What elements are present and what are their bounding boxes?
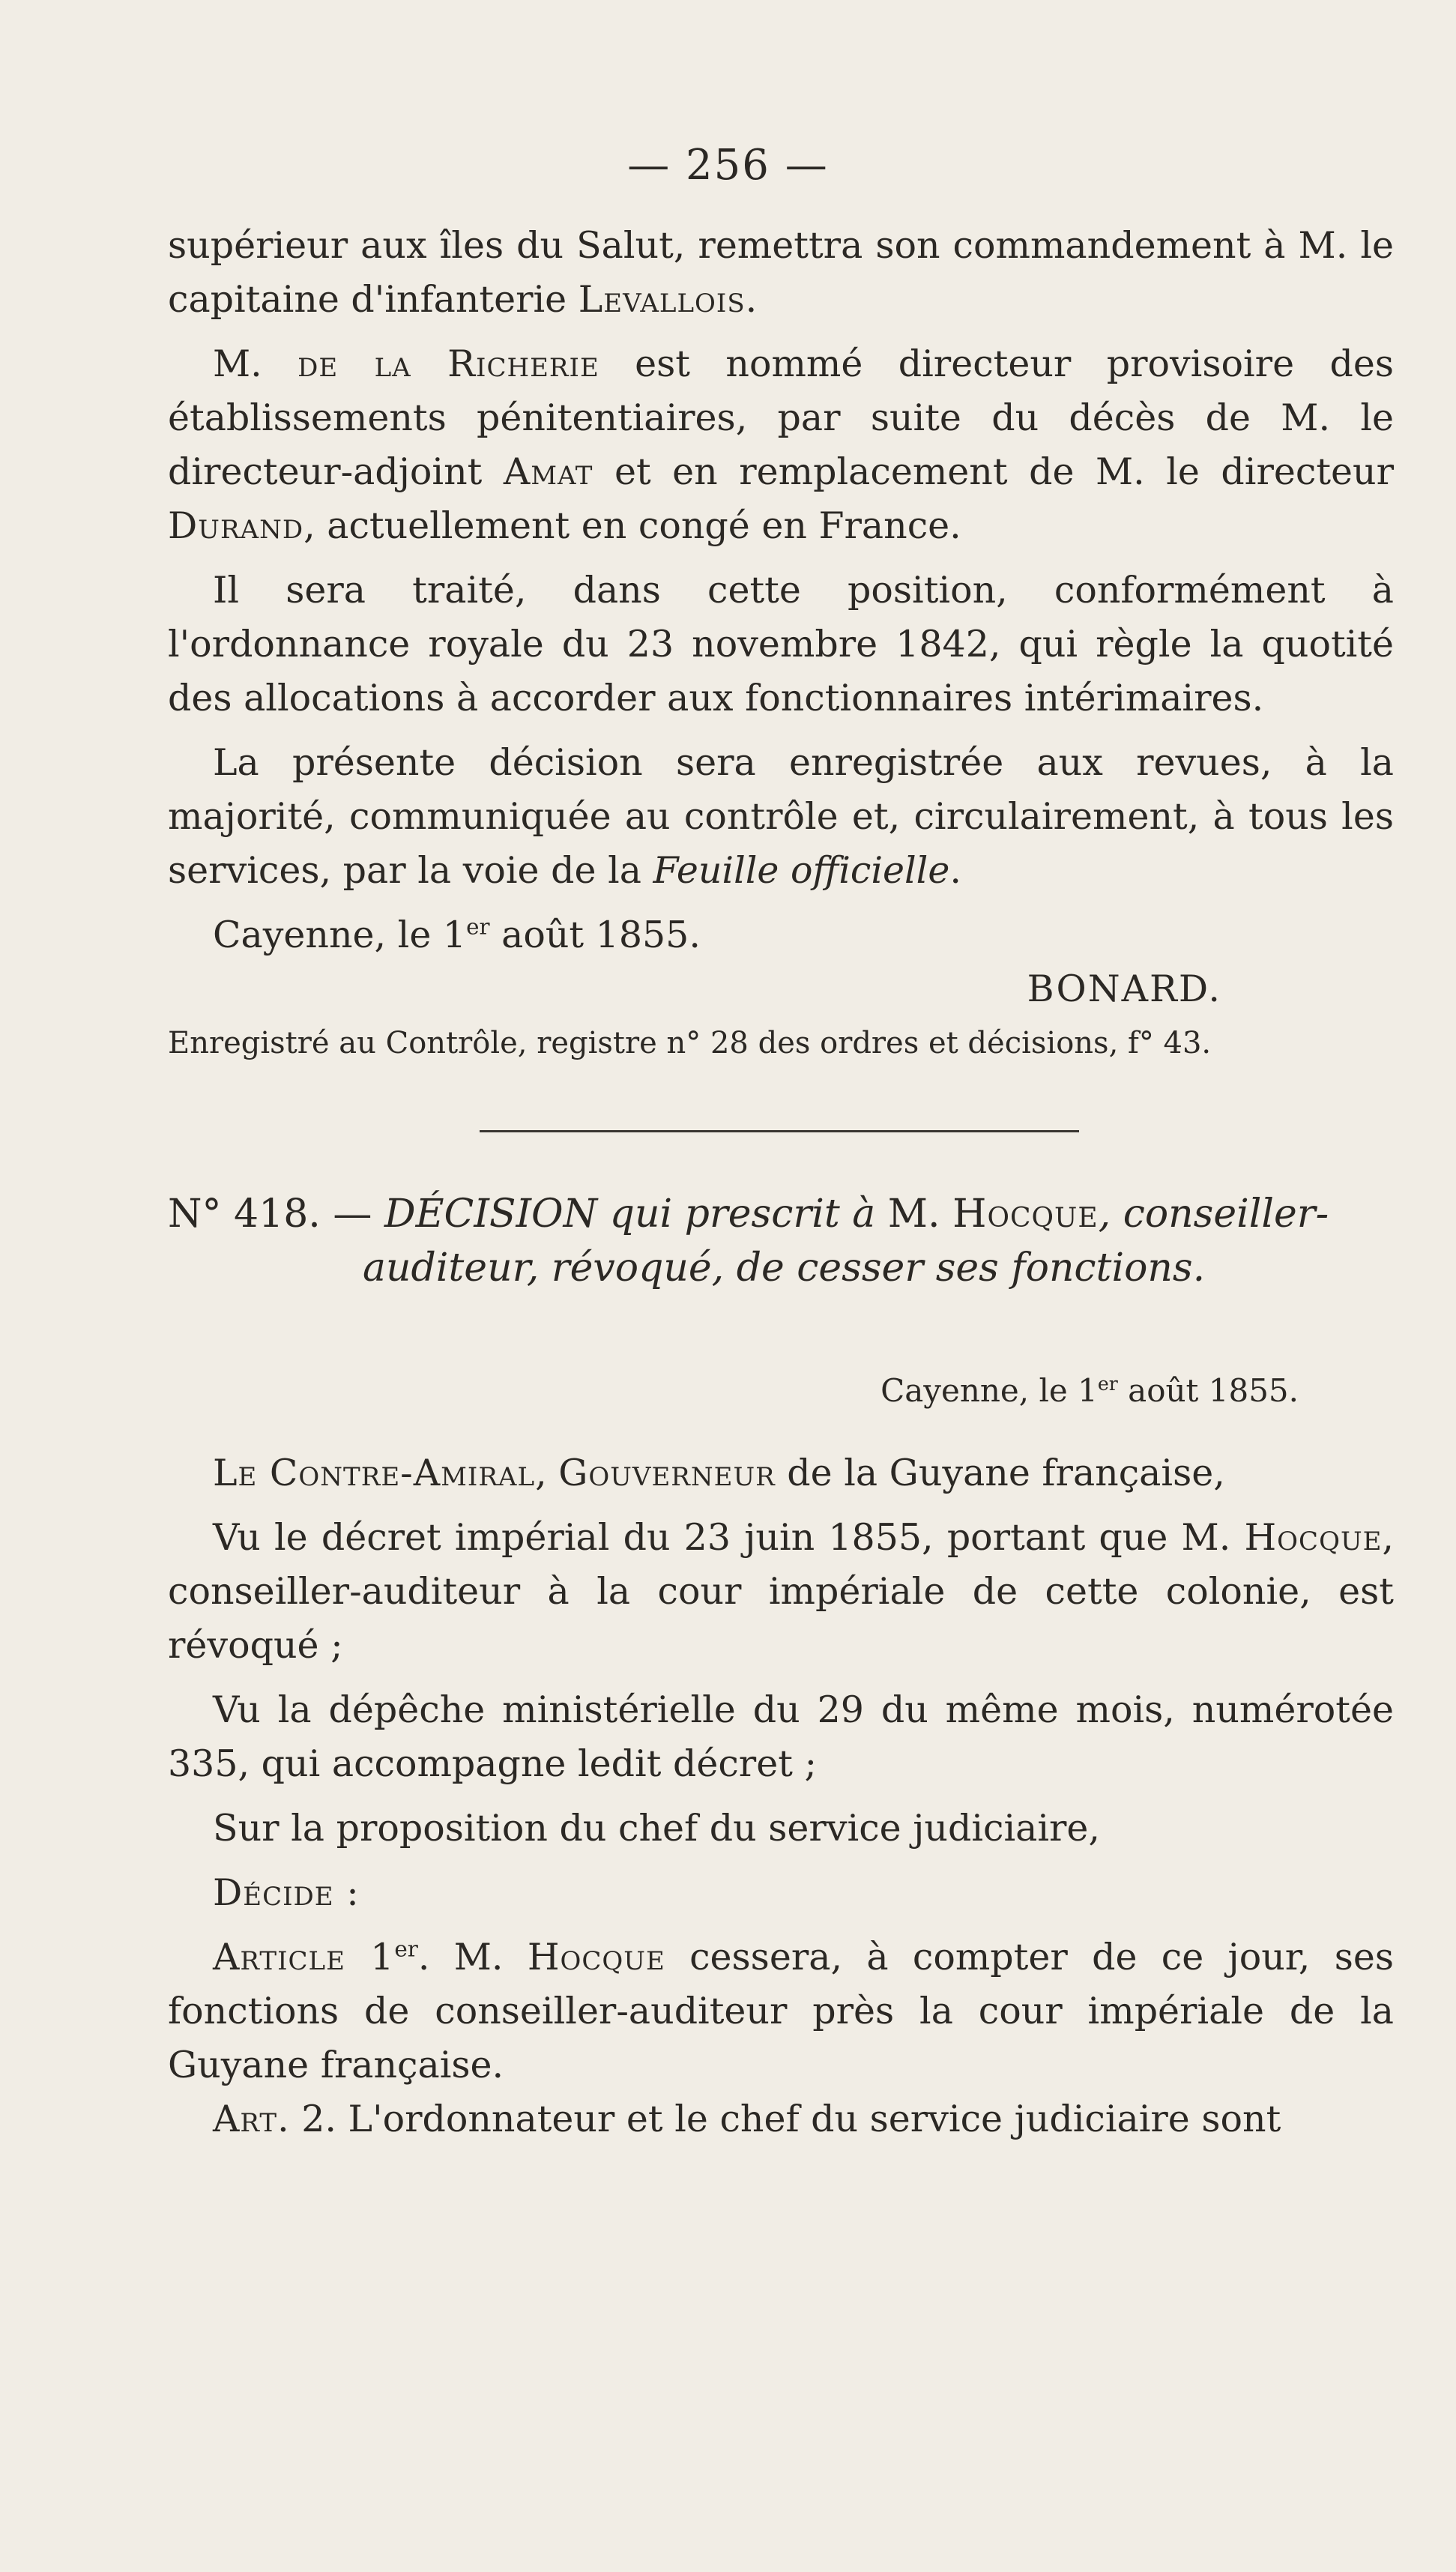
decision-title-italic: , conseiller-: [1098, 1192, 1329, 1237]
name-durand: Durand: [168, 504, 304, 547]
top-text-block: [168, 219, 1394, 1066]
title-contre-amiral: Le Contre-Amiral: [213, 1452, 536, 1494]
paragraph-continuation: [168, 219, 1394, 327]
decision-proposition: Sur la proposition du chef du service judiciaire,: [213, 1807, 1100, 1850]
paragraph-nomination: [168, 337, 1394, 553]
text-run: 2. L'ordonnateur et le chef du service judiciaire sont: [289, 2098, 1281, 2140]
name-amat: Amat: [503, 450, 593, 493]
decision-body: [168, 1446, 1394, 2146]
text-run: et en remplacement de M. le directeur: [593, 450, 1395, 493]
superscript: er: [466, 914, 490, 940]
decision-title-italic: DÉCISION qui prescrit à: [384, 1192, 876, 1237]
name-hocque: Hocque: [1244, 1516, 1383, 1559]
text-run: août 1855.: [489, 914, 701, 956]
decision-number: N° 418. —: [168, 1192, 384, 1237]
superscript: er: [394, 1936, 418, 1962]
decision-article-1: [168, 1930, 1394, 2092]
name-hocque: Hocque: [527, 1936, 665, 1978]
text-run: M.: [875, 1192, 953, 1237]
decision-heading: [168, 1187, 1394, 1295]
name-hocque: Hocque: [952, 1192, 1099, 1237]
text-run: est nommé directeur provisoire des établissements pénitentiaires, par suite du décès de M. le directeur-adjoint: [168, 342, 1394, 493]
page-number: — 256 —: [627, 141, 829, 190]
text-run: . M.: [417, 1936, 528, 1978]
text-run: août 1855.: [1117, 1372, 1299, 1409]
date-line: [168, 908, 1394, 962]
decision-vu-depeche: Vu la dépêche ministérielle du 29 du même mois, numérotée 335, qui accompagne ledit décret ;: [168, 1688, 1394, 1785]
feuille-officielle: Feuille officielle: [653, 849, 950, 892]
decision-intro: [168, 1446, 1394, 1500]
name-richerie: de la Richerie: [297, 342, 599, 385]
text-run: , actuellement en congé en France.: [303, 504, 961, 547]
text-run: cessera, à compter de ce jour, ses fonctions de conseiller-auditeur près la cour impériale de la Guyane française.: [168, 1936, 1394, 2086]
text-run: , conseiller-auditeur à la cour impériale de cette colonie, est révoqué ;: [168, 1516, 1394, 1667]
text-run: .: [745, 278, 758, 321]
paragraph-treatment: Il sera traité, dans cette position, conformément à l'ordonnance royale du 23 novembre 1842, qui règle la quotité des allocations à accorder aux fonctionnaires intérimaires.: [168, 569, 1394, 719]
title-gouverneur: Gouverneur: [558, 1452, 776, 1494]
text-run: La présente décision sera enregistrée aux revues, à la majorité, communiquée au contrôle et, circulairement, à tous les services, par la voie de la: [168, 741, 1394, 892]
text-run: M.: [213, 342, 298, 385]
text-run: Vu le décret impérial du 23 juin 1855, portant que M.: [213, 1516, 1245, 1559]
article-label: Art.: [213, 2098, 290, 2140]
text-run: Cayenne, le 1: [213, 914, 467, 956]
text-run: ,: [535, 1452, 559, 1494]
text-run: Cayenne, le 1: [880, 1372, 1098, 1409]
text-run: .: [949, 849, 961, 892]
name-levallois: Levallois: [578, 278, 746, 321]
decision-decide: Décide :: [213, 1871, 360, 1914]
decision-heading-line1: [168, 1187, 1394, 1241]
text-run: de la Guyane française,: [775, 1452, 1225, 1494]
decision-vu-decree: [168, 1511, 1394, 1673]
text-run: supérieur aux îles du Salut, remettra son commandement à M. le capitaine d'infanterie: [168, 224, 1394, 321]
decision-heading-line2: auditeur, révoqué, de cesser ses fonctions.: [363, 1246, 1206, 1290]
paragraph-registration-order: [168, 736, 1394, 898]
section-divider: [480, 1130, 1079, 1132]
superscript: er: [1097, 1373, 1118, 1395]
registration-note: Enregistré au Contrôle, registre n° 28 des ordres et décisions, f° 43.: [168, 1026, 1212, 1060]
decision-article-2: [168, 2092, 1394, 2146]
decision-dateline: [880, 1368, 1299, 1413]
article-label: Article 1: [213, 1936, 395, 1978]
signature: BONARD.: [1027, 967, 1221, 1010]
